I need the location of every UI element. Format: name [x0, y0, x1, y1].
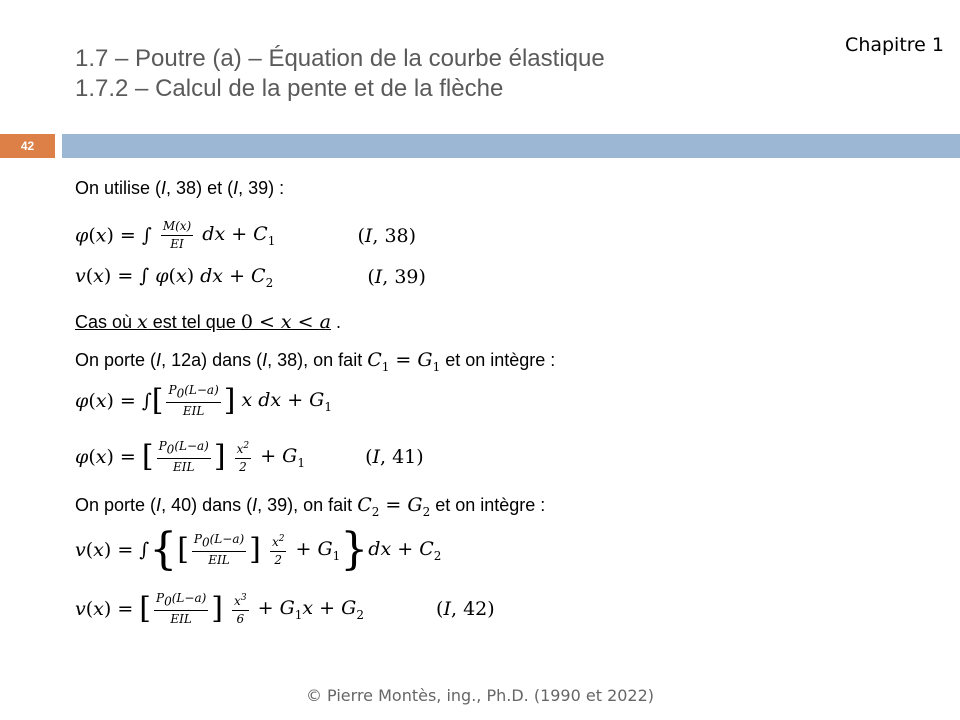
equation-39: v(x) = ∫ φ(x) dx + $C_2$ (I, 39)	[75, 265, 426, 290]
eq38-number: (I, 38)	[357, 224, 417, 247]
title-line-1: 1.7 – Poutre (a) – Équation de la courbe élastique	[75, 45, 605, 72]
intro-text: On utilise (I, 38) et (I, 39) :	[75, 178, 285, 198]
chapter-label: Chapitre 1	[845, 34, 944, 56]
equation-phi-integral: φ(x) = ∫[ $\frac{P_0(L-a)}{\text{EIL}}$ ] x dx + $G_1$	[75, 383, 332, 419]
title-line-2: 1.7.2 – Calcul de la pente et de la flèche	[75, 75, 504, 102]
equation-41: φ(x) = [ $\frac{P_0(L-a)}{\text{EIL}}$ ] $\frac{x^2}{2}$ + $G_1$ (I, 41)	[75, 439, 424, 475]
slide-title	[75, 44, 605, 104]
equation-v-integral: v(x) = ∫{[ $\frac{P_0(L-a)}{\text{EIL}}$ ] $\frac{x^2}{2}$ + $G_1\}dx + C_2$	[75, 524, 442, 575]
eq42-number: (I, 42)	[436, 598, 495, 621]
eq41-number: (I, 41)	[365, 446, 424, 469]
eq39-number: (I, 39)	[367, 266, 426, 289]
equation-38: φ(x) = ∫ $\frac{M(x)}{EI}$ dx + $C_1$ (I, 38)	[75, 219, 417, 251]
footer-copyright: © Pierre Montès, ing., Ph.D. (1990 et 2022)	[305, 686, 655, 705]
page-number: 42	[0, 134, 55, 158]
case-condition: Cas où x est tel que 0 < x < a .	[75, 311, 341, 333]
header-bar	[62, 134, 960, 158]
equation-42: v(x) = [ $\frac{P_0(L-a)}{\text{EIL}}$ ] $\frac{x^3}{6}$ + $G_1x + G_2$ (I, 42)	[75, 591, 495, 627]
step-1-text: On porte (I, 12a) dans (I, 38), on fait $C_1 = G_1$ et on intègre :	[75, 349, 556, 374]
step-2-text: On porte (I, 40) dans (I, 39), on fait $C_2 = G_2$ et on intègre :	[75, 494, 546, 519]
